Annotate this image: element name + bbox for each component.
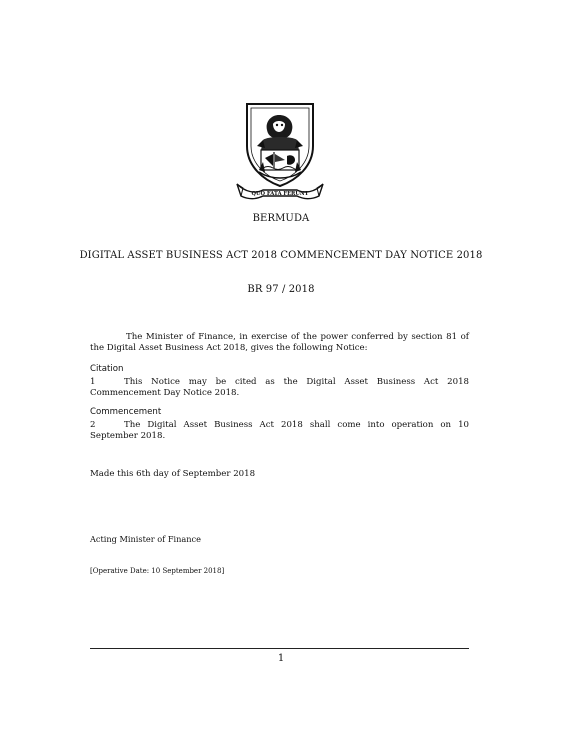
page-number: 1 xyxy=(277,653,285,664)
section-text: The Digital Asset Business Act 2018 shall come into operation on 10 September 2018. xyxy=(90,420,469,442)
section-body-commencement xyxy=(90,420,469,443)
country-heading: BERMUDA xyxy=(252,213,310,224)
bermuda-coat-of-arms-icon xyxy=(233,100,327,200)
section-body-citation xyxy=(90,377,469,400)
enacting-clause: The Minister of Finance, in exercise of the power conferred by section 81 of the Digital Asset Business Act 2018, gives the following Notice: xyxy=(90,332,469,354)
signatory-title: Acting Minister of Finance xyxy=(90,534,201,544)
document-title: DIGITAL ASSET BUSINESS ACT 2018 COMMENCEMENT DAY NOTICE 2018 xyxy=(79,250,483,261)
regulation-number: BR 97 / 2018 xyxy=(247,284,315,295)
section-text: This Notice may be cited as the Digital Asset Business Act 2018 Commencement Day Notice 2018. xyxy=(90,377,469,399)
svg-text:QUO FATA FERUNT: QUO FATA FERUNT xyxy=(251,191,309,198)
section-heading-commencement: Commencement xyxy=(90,407,162,417)
made-date-line: Made this 6th day of September 2018 xyxy=(90,469,256,479)
section-heading-citation: Citation xyxy=(90,364,124,374)
operative-date-note: [Operative Date: 10 September 2018] xyxy=(90,567,225,575)
section-number: 2 xyxy=(90,420,96,430)
footer-divider xyxy=(90,648,469,649)
section-number: 1 xyxy=(90,377,96,387)
